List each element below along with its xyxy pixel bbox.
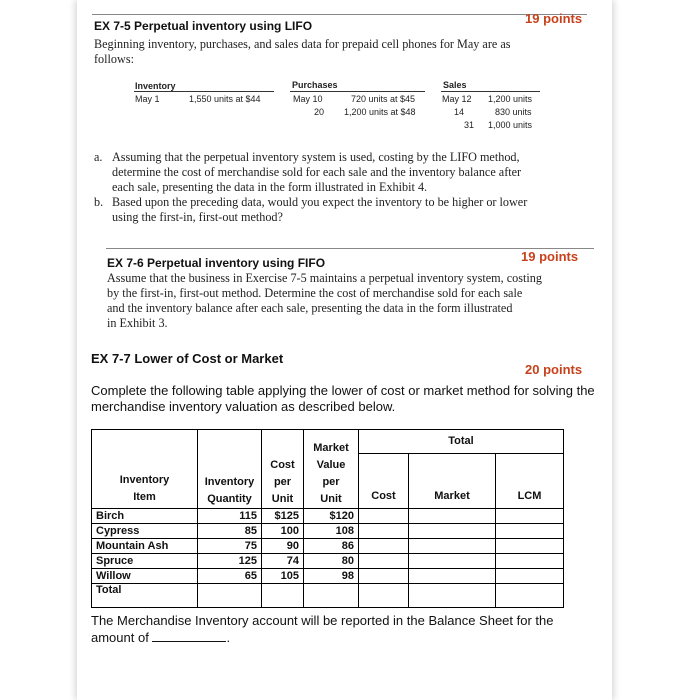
answer-cell[interactable] bbox=[496, 554, 564, 569]
ex76-points: 19 points bbox=[521, 249, 579, 264]
ex75-points: 19 points bbox=[525, 11, 583, 26]
answer-cell[interactable] bbox=[359, 554, 409, 569]
purchases-head: Purchases bbox=[292, 80, 338, 90]
ex76-body: Assume that the business in Exercise 7-5 maintains a perpetual inventory system, costing by the first-in, first-out method. Determine the cost of merchandise sold for each sale and the inventory balance after each sale, presenting the data in the form illustrated in Exhibit 3. bbox=[107, 271, 542, 330]
answer-cell[interactable] bbox=[359, 509, 409, 524]
ex77-title: EX 7-7 Lower of Cost or Market bbox=[91, 351, 284, 366]
sale-units: 830 units bbox=[495, 107, 532, 117]
header-market-value: Market Value per Unit bbox=[304, 430, 359, 509]
table-row: Willow 65 105 98 bbox=[92, 569, 564, 584]
table-row: Birch 115 $125 $120 bbox=[92, 509, 564, 524]
header-cost-per-unit: Cost per Unit bbox=[262, 430, 304, 509]
header-quantity: Inventory Quantity bbox=[198, 430, 262, 509]
table-row: Spruce 125 74 80 bbox=[92, 554, 564, 569]
ex75-intro: Beginning inventory, purchases, and sales data for prepaid cell phones for May are as follows: bbox=[94, 37, 511, 66]
ex77-points: 20 points bbox=[525, 362, 583, 377]
ex75-title: EX 7-5 Perpetual inventory using LIFO bbox=[94, 19, 313, 33]
inventory-head: Inventory bbox=[135, 81, 176, 91]
answer-cell[interactable] bbox=[359, 584, 409, 608]
answer-cell[interactable] bbox=[409, 584, 496, 608]
total-label: Total bbox=[92, 584, 198, 608]
header-total-cost: Cost bbox=[359, 454, 409, 509]
purchase-units: 1,200 units at $48 bbox=[344, 107, 416, 117]
conclusion: The Merchandise Inventory account will be reported in the Balance Sheet for the amount of . bbox=[91, 613, 554, 645]
header-item: Inventory Item bbox=[92, 430, 198, 509]
header-lcm: LCM bbox=[496, 454, 564, 509]
answer-cell[interactable] bbox=[409, 569, 496, 584]
answer-cell[interactable] bbox=[496, 509, 564, 524]
answer-cell[interactable] bbox=[496, 539, 564, 554]
question-b: Based upon the preceding data, would you expect the inventory to be higher or lower using the first-in, first-out method? bbox=[112, 195, 528, 224]
answer-cell[interactable] bbox=[359, 524, 409, 539]
purchase-date: May 10 bbox=[293, 94, 323, 104]
sale-units: 1,200 units bbox=[488, 94, 533, 104]
purchase-date: 20 bbox=[314, 107, 325, 117]
answer-blank[interactable] bbox=[152, 629, 226, 642]
sale-date: 31 bbox=[464, 120, 475, 130]
answer-cell[interactable] bbox=[359, 539, 409, 554]
answer-cell[interactable] bbox=[496, 584, 564, 608]
header-total-group: Total bbox=[359, 430, 564, 454]
purchases-underline bbox=[290, 91, 425, 92]
answer-cell[interactable] bbox=[496, 569, 564, 584]
answer-cell[interactable] bbox=[409, 509, 496, 524]
question-a-label: a. bbox=[94, 150, 103, 164]
ex76-title: EX 7-6 Perpetual inventory using FIFO bbox=[107, 256, 326, 270]
answer-cell[interactable] bbox=[496, 524, 564, 539]
answer-cell[interactable] bbox=[409, 539, 496, 554]
header-total-market: Market bbox=[409, 454, 496, 509]
inventory-underline bbox=[134, 91, 274, 92]
inventory-units: 1,550 units at $44 bbox=[189, 94, 261, 104]
question-b-label: b. bbox=[94, 195, 104, 209]
sale-date: 14 bbox=[454, 107, 465, 117]
section-divider bbox=[92, 14, 587, 15]
table-row: Mountain Ash 75 90 86 bbox=[92, 539, 564, 554]
purchase-units: 720 units at $45 bbox=[351, 94, 416, 104]
sales-head: Sales bbox=[443, 80, 467, 90]
answer-cell[interactable] bbox=[409, 524, 496, 539]
sales-underline bbox=[441, 91, 540, 92]
answer-cell[interactable] bbox=[409, 554, 496, 569]
sale-date: May 12 bbox=[442, 94, 472, 104]
table-row: Cypress 85 100 108 bbox=[92, 524, 564, 539]
lcm-table bbox=[91, 429, 564, 608]
total-row bbox=[92, 584, 564, 608]
inventory-date: May 1 bbox=[135, 94, 160, 104]
sale-units: 1,000 units bbox=[488, 120, 533, 130]
answer-cell[interactable] bbox=[359, 569, 409, 584]
question-a: Assuming that the perpetual inventory system is used, costing by the LIFO method, determine the cost of merchandise sold for each sale and the inventory balance after each sale, presenting the data in the form illustrated in Exhibit 4. bbox=[112, 150, 522, 194]
ex77-intro: Complete the following table applying the lower of cost or market method for solving the merchandise inventory valuation as described below. bbox=[91, 383, 595, 414]
